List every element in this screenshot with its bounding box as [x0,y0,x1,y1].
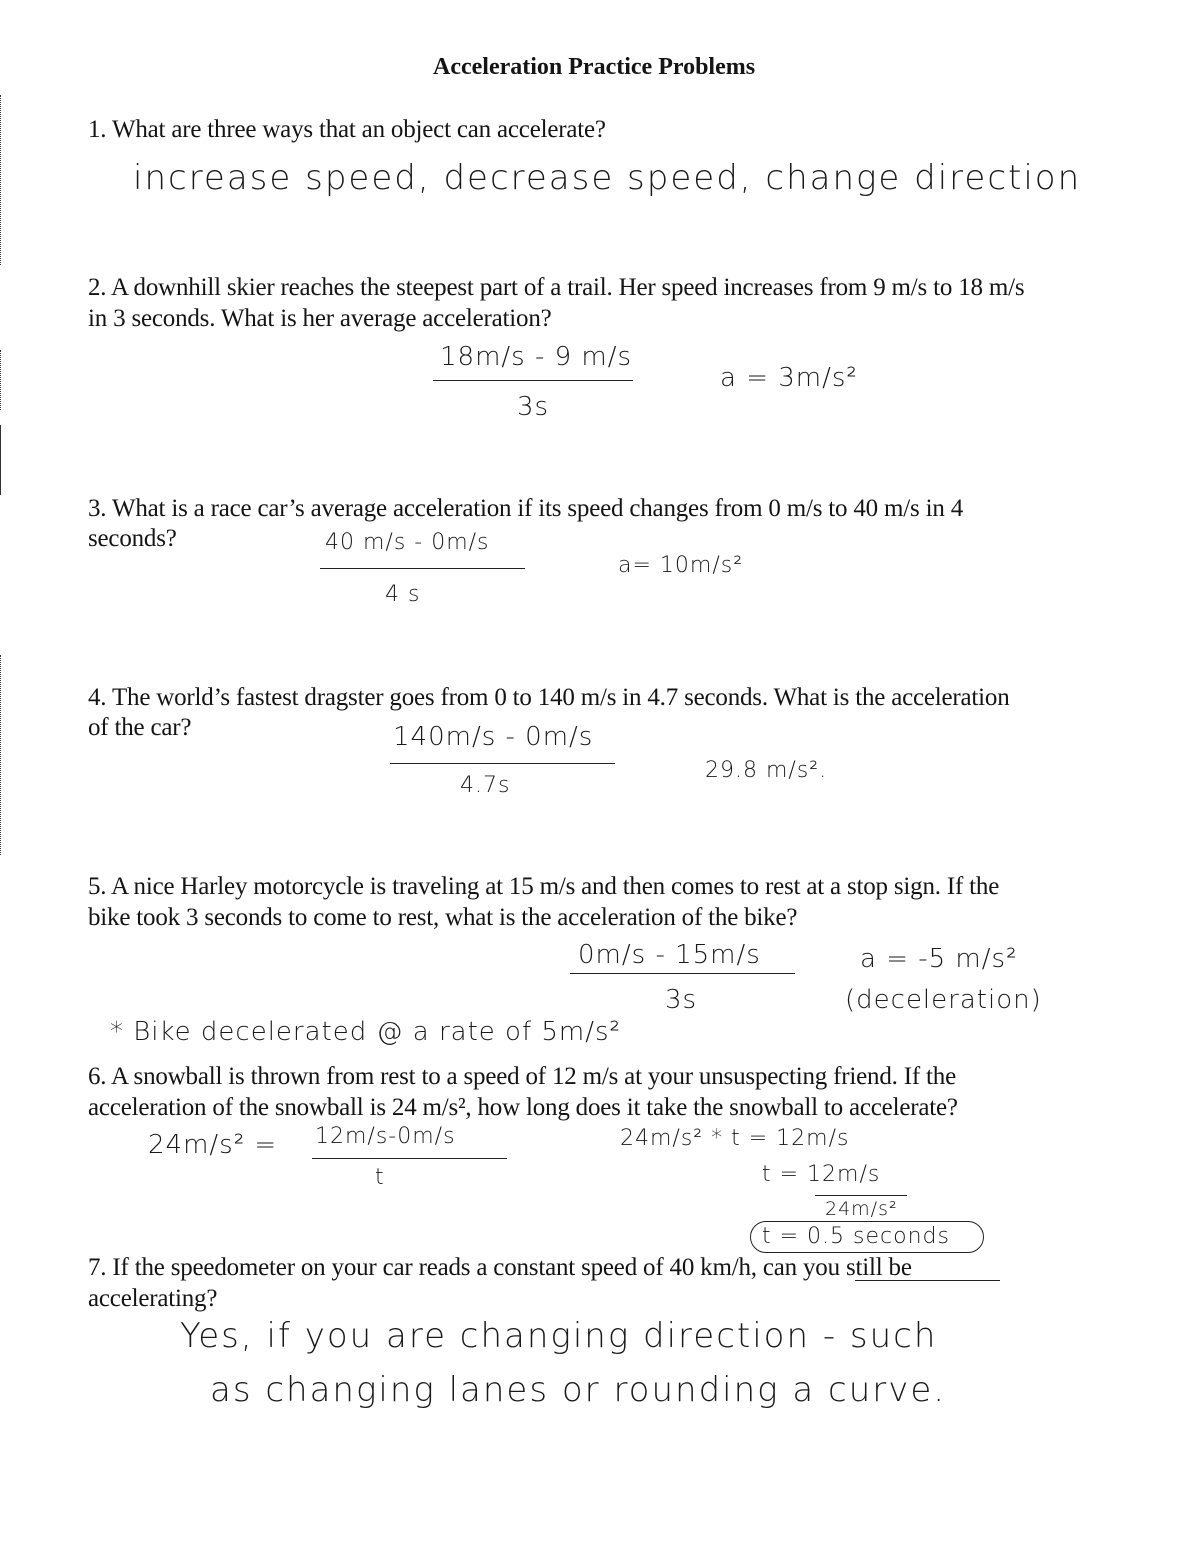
fraction-line [312,1158,507,1159]
problem-3-denominator: 4 s [385,582,421,607]
problem-3-question-line-2: seconds? [88,525,177,552]
scan-edge-mark [0,350,1,410]
scan-edge-mark [0,655,1,855]
problem-1-answer: increase speed, decrease speed, change direction [133,158,1082,198]
problem-3-answer: a= 10m/s² [618,553,744,578]
problem-2-question-line-1: 2. A downhill skier reaches the steepest part of a trail. Her speed increases from 9 m/s to 18 m/s [88,274,1025,301]
problem-6-question-line-1: 6. A snowball is thrown from rest to a speed of 12 m/s at your unsuspecting friend. If the [88,1063,956,1090]
problem-6-step-2-denominator: 24m/s² [825,1198,898,1220]
problem-5-answer-note: (deceleration) [845,985,1042,1015]
fraction-line [570,973,795,974]
problem-6-numerator: 12m/s-0m/s [315,1124,456,1149]
handwritten-underline [855,1280,1000,1281]
problem-4-answer: 29.8 m/s². [705,758,828,783]
problem-5-question-line-1: 5. A nice Harley motorcycle is traveling at 15 m/s and then comes to rest at a stop sign. If the [88,873,1000,900]
fraction-line [320,568,525,569]
problem-7-question-line-2: accelerating? [88,1285,218,1312]
problem-6-step-2: t = 12m/s [762,1162,881,1187]
fraction-line [815,1195,907,1196]
problem-2-denominator: 3s [517,392,550,422]
problem-2-numerator: 18m/s - 9 m/s [440,342,633,372]
problem-4-denominator: 4.7s [460,773,511,798]
problem-5-answer: a = -5 m/s² [860,944,1018,974]
problem-1-question: 1. What are three ways that an object can accelerate? [88,116,606,143]
fraction-line [433,380,633,381]
problem-4-question-line-2: of the car? [88,714,192,741]
problem-6-denominator: t [375,1165,385,1190]
problem-5-denominator: 3s [665,985,698,1015]
problem-4-numerator: 140m/s - 0m/s [393,722,594,752]
problem-2-question-line-2: in 3 seconds. What is her average acceleration? [88,305,552,332]
scan-edge-mark [0,425,1,495]
problem-5-question-line-2: bike took 3 seconds to come to rest, what is the acceleration of the bike? [88,904,798,931]
problem-6-step-1: 24m/s² * t = 12m/s [620,1126,850,1151]
problem-5-numerator: 0m/s - 15m/s [578,940,761,970]
problem-2-answer: a = 3m/s² [720,363,858,393]
problem-7-answer-line-1: Yes, if you are changing direction - such [180,1316,938,1356]
problem-6-question-line-2: acceleration of the snowball is 24 m/s², how long does it take the snowball to accelerate? [88,1094,958,1121]
problem-7-question-line-1: 7. If the speedometer on your car reads a constant speed of 40 km/h, can you still be [88,1254,912,1281]
problem-7-answer-line-2: as changing lanes or rounding a curve. [210,1370,947,1410]
problem-3-numerator: 40 m/s - 0m/s [325,530,490,555]
scan-edge-mark [0,95,1,265]
problem-5-answer-statement: * Bike decelerated @ a rate of 5m/s² [110,1017,621,1047]
fraction-line [390,763,615,764]
problem-6-answer: t = 0.5 seconds [762,1224,950,1249]
problem-3-question-line-1: 3. What is a race car’s average acceleration if its speed changes from 0 m/s to 40 m/s in 4 [88,495,964,522]
problem-6-lhs: 24m/s² = [148,1130,278,1160]
problem-4-question-line-1: 4. The world’s fastest dragster goes from 0 to 140 m/s in 4.7 seconds. What is the acceleration [88,684,1010,711]
page-title: Acceleration Practice Problems [433,54,756,80]
